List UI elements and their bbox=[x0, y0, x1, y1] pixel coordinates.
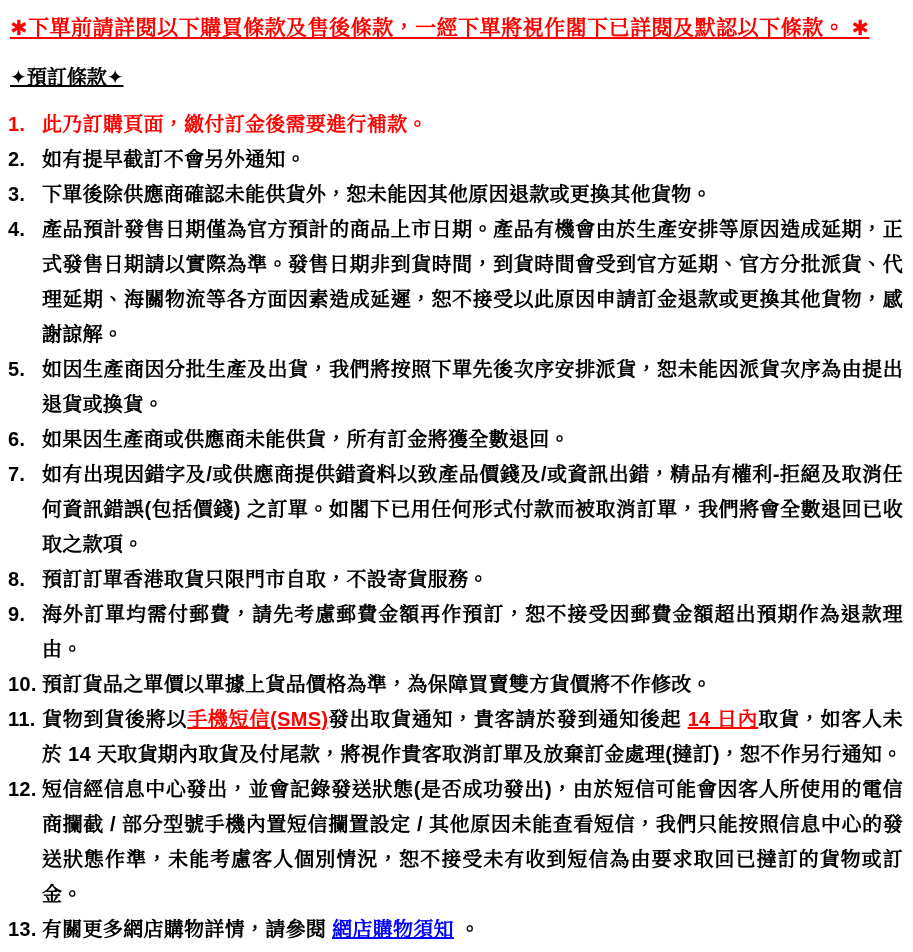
term-number: 11. bbox=[8, 709, 36, 731]
term-number: 7. bbox=[8, 464, 26, 486]
term-number: 5. bbox=[8, 359, 26, 381]
term-item-11 bbox=[8, 703, 903, 773]
term-item-6 bbox=[8, 423, 903, 458]
sms-notice-highlight: 手機短信(SMS) bbox=[187, 709, 329, 731]
term-item-13 bbox=[8, 913, 903, 948]
term-text: 預訂貨品之單價以單據上貨品價格為準，為保障買賣雙方貨價將不作修改。 bbox=[42, 674, 712, 696]
term-text-segment: 。 bbox=[453, 919, 481, 941]
term-number: 9. bbox=[8, 604, 26, 626]
term-number: 3. bbox=[8, 184, 26, 206]
term-item-1 bbox=[8, 108, 903, 143]
term-item-12 bbox=[8, 773, 903, 913]
term-number: 8. bbox=[8, 569, 26, 591]
term-text: 海外訂單均需付郵費，請先考慮郵費金額再作預訂，恕不接受因郵費金額超出預期作為退款理由。 bbox=[42, 604, 903, 661]
term-text-segment: 發出取貨通知，貴客請於發到通知後起 bbox=[328, 709, 688, 731]
store-shopping-guide-link[interactable]: 網店購物須知 bbox=[332, 919, 454, 941]
term-item-8 bbox=[8, 563, 903, 598]
section-title-preorder-terms: ✦預訂條款✦ bbox=[10, 67, 124, 89]
term-text: 此乃訂購頁面，繳付訂金後需要進行補款。 bbox=[42, 114, 428, 136]
term-text: 如有出現因錯字及/或供應商提供錯資料以致產品價錢及/或資訊出錯，精品有權利-拒絕及取消任何資訊錯誤(包括價錢) 之訂單。如閣下已用任何形式付款而被取消訂單，我們將會全數退回已收取之款項。 bbox=[42, 464, 903, 556]
term-number: 10. bbox=[8, 674, 37, 696]
term-text: 短信經信息中心發出，並會記錄發送狀態(是否成功發出)，由於短信可能會因客人所使用的電信商攔截 / 部分型號手機內置短信攔置設定 / 其他原因未能查看短信，我們只能按照信息中心的發送狀態作準，未能考慮客人個別情況，恕不接受未有收到短信為由要求取回已撻訂的貨物或訂金。 bbox=[42, 779, 903, 906]
term-item-3 bbox=[8, 178, 903, 213]
term-text: 如果因生產商或供應商未能供貨，所有訂金將獲全數退回。 bbox=[42, 429, 570, 451]
term-text: 預訂訂單香港取貨只限門市自取，不設寄貨服務。 bbox=[42, 569, 489, 591]
term-text: 如因生產商因分批生產及出貨，我們將按照下單先後次序安排派貨，恕未能因派貨次序為由提出退貨或換貨。 bbox=[42, 359, 903, 416]
term-text-segment: 取貨，如客人未於 14 天取貨期內取貨及付尾款，將視作貴客取消訂單及放棄訂金處理(撻訂)，恕不作另行通知。 bbox=[42, 709, 903, 766]
term-number: 1. bbox=[8, 114, 26, 136]
term-text-segment: 有關更多網店購物詳情，請參閱 bbox=[42, 919, 333, 941]
term-number: 4. bbox=[8, 219, 26, 241]
term-item-4 bbox=[8, 213, 903, 353]
term-number: 6. bbox=[8, 429, 26, 451]
term-number: 13. bbox=[8, 919, 37, 941]
term-item-9 bbox=[8, 598, 903, 668]
term-number: 12. bbox=[8, 779, 37, 801]
term-text: 下單後除供應商確認未能供貨外，恕未能因其他原因退款或更換其他貨物。 bbox=[42, 184, 712, 206]
term-text: 如有提早截訂不會另外通知。 bbox=[42, 149, 306, 171]
term-text-segment: 貨物到貨後將以 bbox=[42, 709, 188, 731]
term-item-2 bbox=[8, 143, 903, 178]
term-number: 2. bbox=[8, 149, 26, 171]
pickup-deadline-highlight: 14 日內 bbox=[687, 709, 759, 731]
term-item-10 bbox=[8, 668, 903, 703]
term-item-5 bbox=[8, 353, 903, 423]
pre-order-warning-banner: ✱下單前請詳閱以下購買條款及售後條款，一經下單將視作閣下已詳閱及默認以下條款。 ✱ bbox=[10, 17, 870, 40]
term-item-7 bbox=[8, 458, 903, 563]
term-text: 產品預計發售日期僅為官方預計的商品上市日期。產品有機會由於生產安排等原因造成延期，正式發售日期請以實際為準。發售日期非到貨時間，到貨時間會受到官方延期、官方分批派貨、代理延期、海關物流等各方面因素造成延遲，恕不接受以此原因申請訂金退款或更換其他貨物，感謝諒解。 bbox=[42, 219, 903, 346]
terms-list bbox=[8, 108, 903, 948]
